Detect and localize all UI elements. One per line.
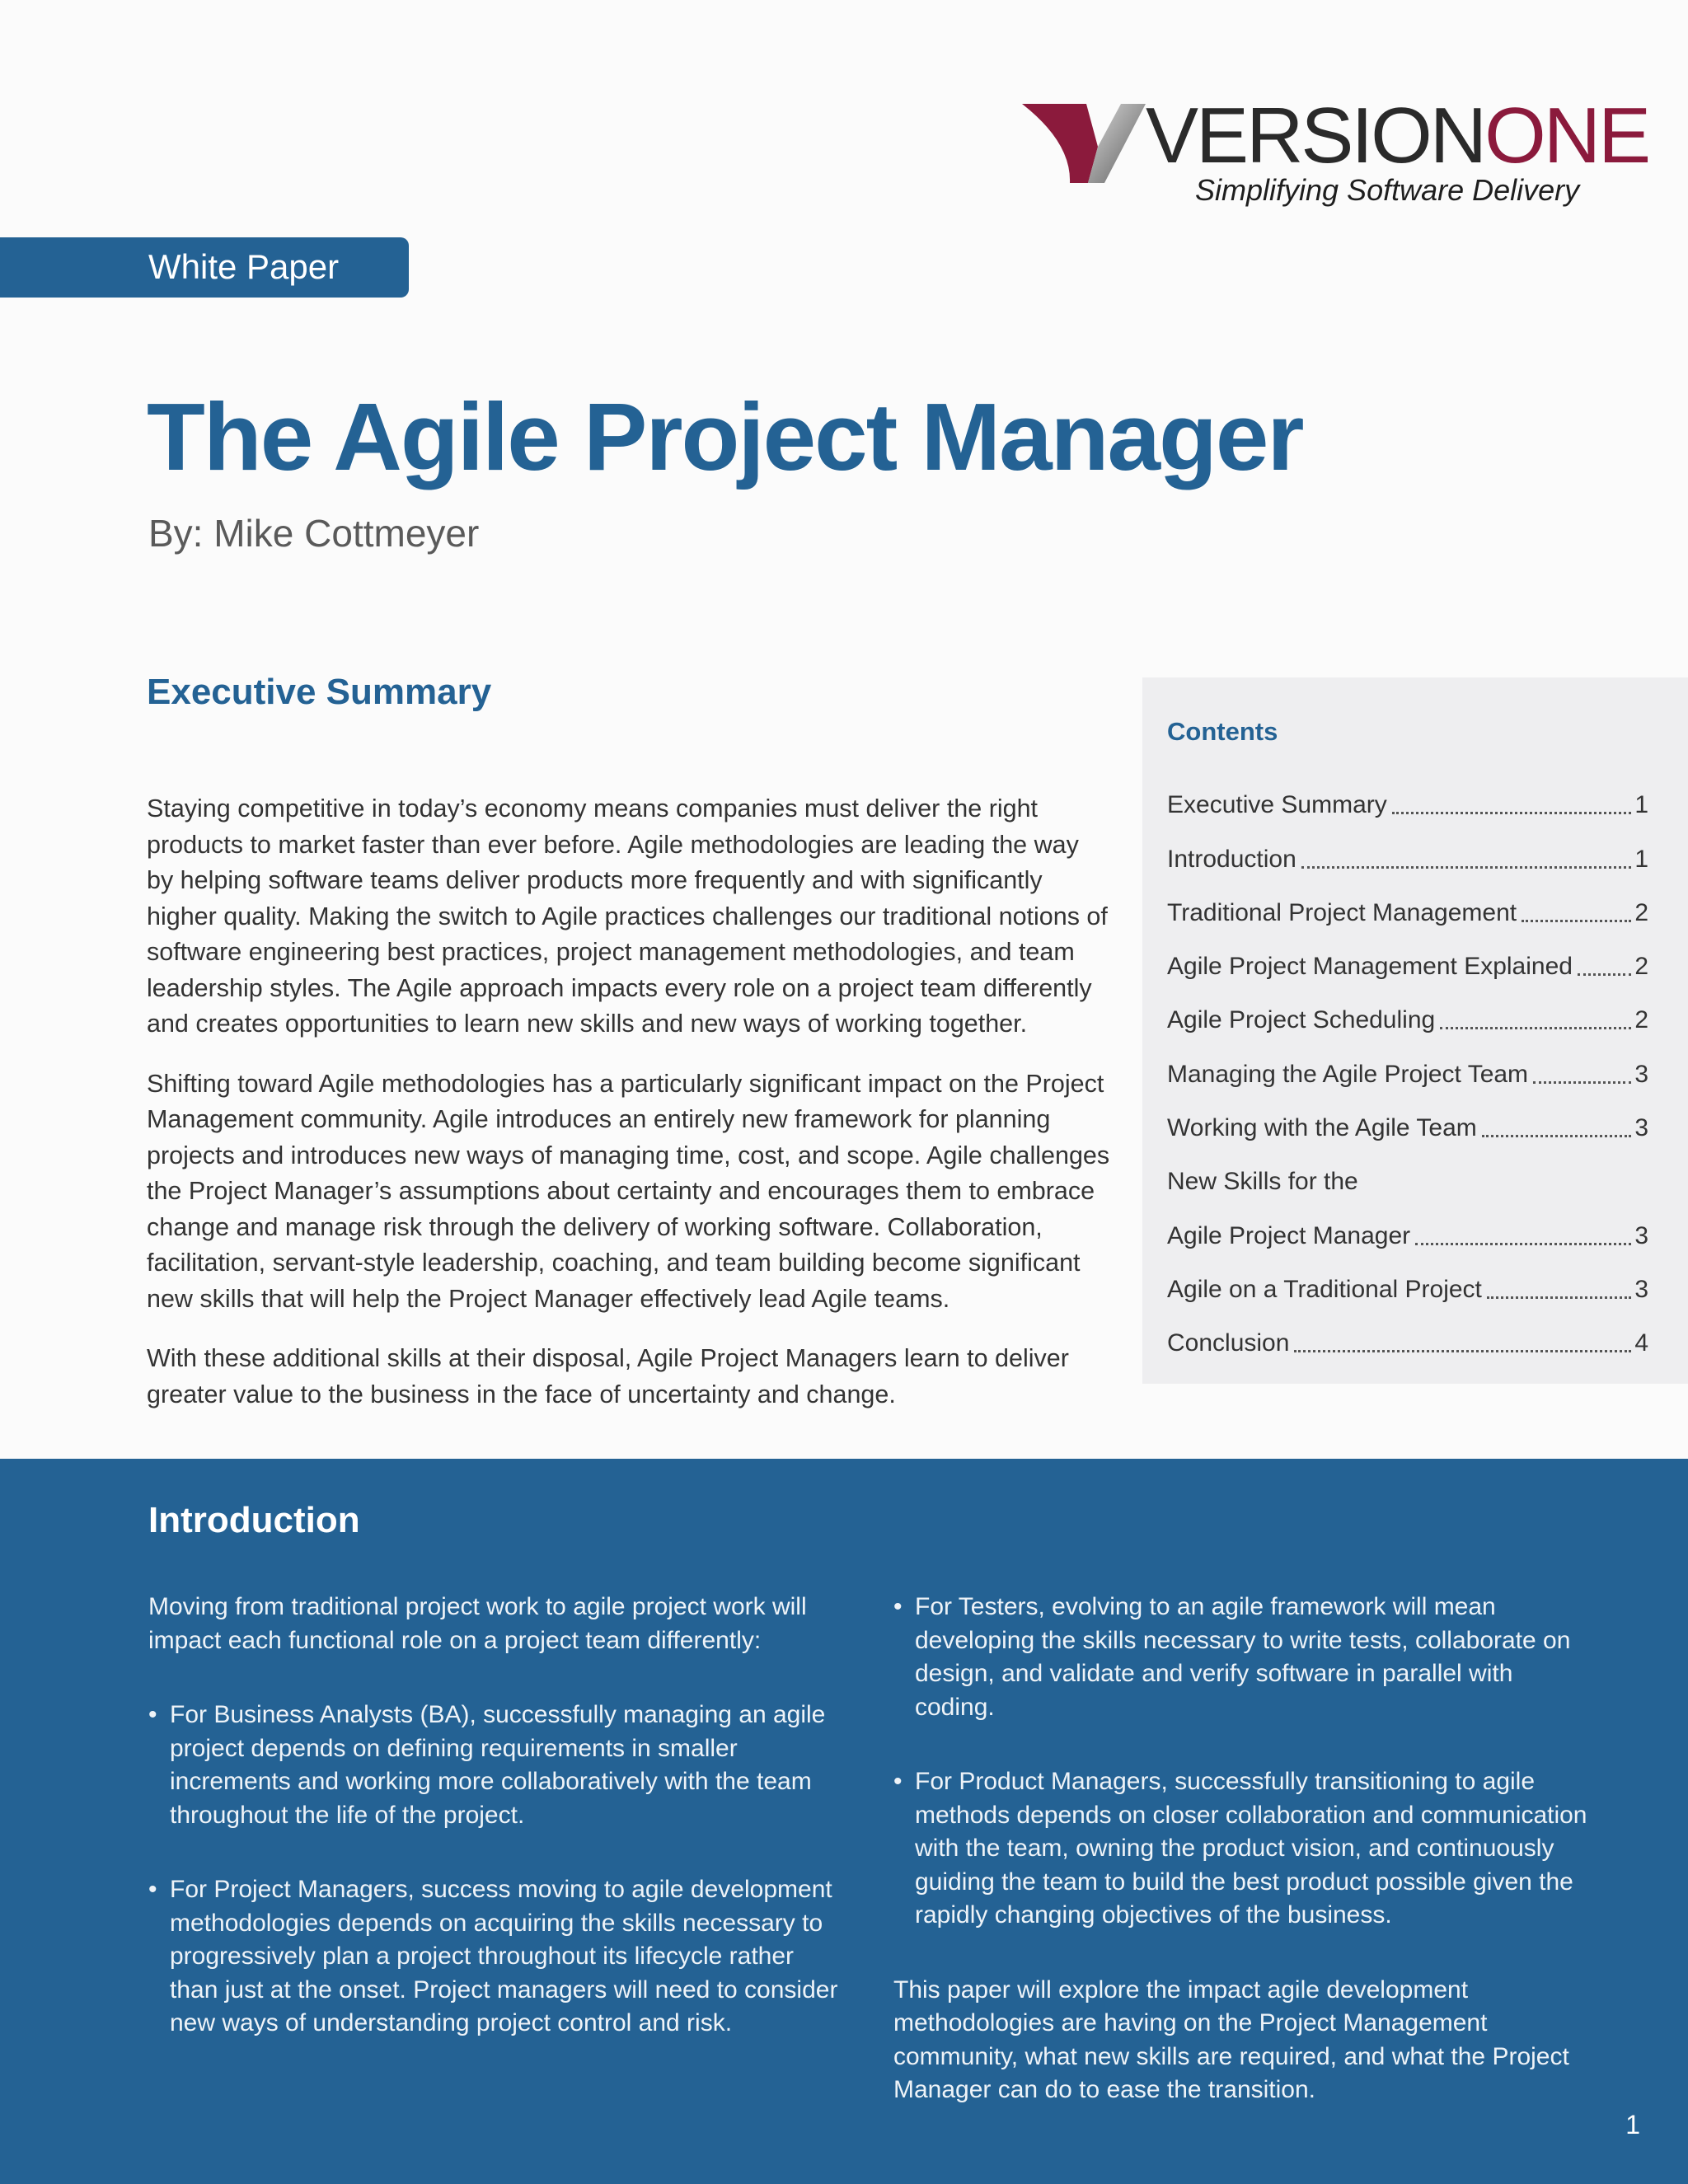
contents-item-label: Traditional Project Management — [1167, 898, 1517, 926]
contents-item[interactable] — [1167, 768, 1648, 822]
bullet-dot: • — [893, 1593, 903, 1620]
contents-leader-dots — [1392, 812, 1632, 814]
logo-tagline: Simplifying Software Delivery — [1195, 173, 1580, 207]
contents-item[interactable] — [1167, 1306, 1648, 1360]
introduction-section — [0, 1459, 1688, 2184]
contents-heading: Contents — [1167, 717, 1278, 746]
contents-item[interactable] — [1167, 876, 1648, 930]
contents-leader-dots — [1301, 866, 1632, 869]
contents-item-page: 1 — [1634, 845, 1648, 873]
contents-item-page: 3 — [1634, 1114, 1648, 1142]
executive-summary-heading: Executive Summary — [147, 672, 492, 712]
bullet-dot: • — [148, 1876, 157, 1903]
executive-summary-paragraph: With these additional skills at their disposal, Agile Project Managers learn to deliver greater value to the business in the face of uncertainty and change. — [147, 1344, 1069, 1408]
versionone-v-logo-icon — [1022, 97, 1154, 188]
contents-item-page: 2 — [1634, 898, 1648, 926]
versionone-logo — [1022, 91, 1649, 214]
contents-item[interactable] — [1167, 1091, 1648, 1145]
introduction-heading: Introduction — [148, 1500, 360, 1540]
contents-item[interactable] — [1167, 1145, 1648, 1198]
contents-item-label: Managing the Agile Project Team — [1167, 1060, 1529, 1088]
contents-leader-dots — [1294, 1350, 1631, 1352]
bullet-item — [148, 1873, 841, 2041]
contents-item-page: 1 — [1634, 791, 1648, 819]
contents-item-page: 3 — [1634, 1060, 1648, 1088]
contents-item-page: 4 — [1634, 1329, 1648, 1357]
executive-summary-paragraph: Staying competitive in today’s economy means companies must deliver the right products to market faster than ever before. Agile methodologies are leading the way by helping software teams deliver products more frequently and with significantly higher quality. Making the switch to Agile practices challenges our traditional notions of software engineering best practices, project management methodologies, and team leadership styles. The Agile approach impacts every role on a project team differently and creates opportunities to learn new skills and new ways of working together. — [147, 794, 1108, 1038]
contents-leader-dots — [1440, 1027, 1631, 1029]
contents-item-label: Executive Summary — [1167, 791, 1387, 819]
bullet-item — [148, 1699, 841, 1832]
contents-leader-dots — [1522, 920, 1631, 922]
contents-leader-dots — [1487, 1296, 1631, 1299]
contents-item[interactable] — [1167, 930, 1648, 983]
contents-item-label: Agile on a Traditional Project — [1167, 1275, 1482, 1303]
contents-item-label: Agile Project Management Explained — [1167, 953, 1573, 981]
bullet-item — [893, 1591, 1594, 1724]
white-paper-label — [0, 237, 409, 298]
contents-item-label: Introduction — [1167, 845, 1296, 873]
logo-word-one: ONE — [1484, 91, 1649, 180]
executive-summary-paragraph: Shifting toward Agile methodologies has a particularly significant impact on the Project Management community. Agile introduces an entirely new framework for planning projects and introduces new ways of managing time, cost, and scope. Agile challenges the Project Manager’s assumptions about certainty and encourages them to embrace change and manage risk through the delivery of working software. Collaboration, facilitation, servant-style leadership, coaching, and team building become significant new skills that will help the Project Manager effectively lead Agile teams. — [147, 1069, 1110, 1313]
contents-leader-dots — [1482, 1135, 1632, 1137]
contents-item-page: 2 — [1634, 953, 1648, 981]
contents-item-label: Agile Project Scheduling — [1167, 1006, 1436, 1034]
contents-leader-dots — [1533, 1081, 1631, 1084]
document-title: The Agile Project Manager — [147, 383, 1303, 490]
bullet-dot: • — [893, 1768, 903, 1795]
white-paper-label-text: White Paper — [148, 247, 340, 286]
bullet-text: For Project Managers, success moving to agile development methodologies depends on acquiring the skills necessary to progressively plan a project throughout its lifecycle rather than just at the onset. Project managers will need to consider new ways of understanding project control and risk. — [170, 1876, 838, 2036]
executive-summary-body — [147, 791, 1111, 1436]
bullet-text: For Testers, evolving to an agile framework will mean developing the skills necessary to write tests, collaborate on design, and validate and verify software in parallel with coding. — [915, 1593, 1571, 1721]
bullet-dot: • — [148, 1701, 157, 1728]
contents-item-label: Conclusion — [1167, 1329, 1290, 1357]
contents-item[interactable] — [1167, 822, 1648, 875]
author-byline: By: Mike Cottmeyer — [148, 512, 480, 555]
contents-item[interactable] — [1167, 1037, 1648, 1090]
contents-leader-dots — [1415, 1243, 1631, 1245]
logo-wordmark — [1146, 91, 1648, 181]
contents-item[interactable] — [1167, 983, 1648, 1037]
contents-item-label: Agile Project Manager — [1167, 1221, 1411, 1249]
page-number: 1 — [1625, 2110, 1640, 2139]
bullet-item — [893, 1765, 1594, 1933]
contents-item-page: 2 — [1634, 1006, 1648, 1034]
introduction-right-column — [893, 1591, 1594, 2149]
bullet-text: For Product Managers, successfully transitioning to agile methods depends on closer collaboration and communication with the team, owning the product vision, and continuously guiding the team to build the best product possible given the rapidly changing objectives of the business. — [915, 1768, 1587, 1929]
contents-item-label: New Skills for the — [1167, 1168, 1358, 1196]
contents-item[interactable] — [1167, 1253, 1648, 1306]
contents-item-page: 3 — [1634, 1275, 1648, 1303]
bullet-text: For Business Analysts (BA), successfully managing an agile project depends on defining requirements in smaller increments and working more collaboratively with the team throughout the life of the project. — [170, 1701, 826, 1829]
contents-list — [1167, 768, 1648, 1360]
introduction-closing: This paper will explore the impact agile development methodologies are having on the Project Management community, what new skills are required, and what the Project Manager can do to ease the transition. — [893, 1975, 1569, 2103]
contents-leader-dots — [1578, 973, 1631, 976]
contents-item-page: 3 — [1634, 1221, 1648, 1249]
introduction-left-column — [148, 1591, 841, 2082]
logo-word-version: VERSION — [1146, 91, 1485, 180]
contents-item[interactable] — [1167, 1198, 1648, 1252]
introduction-lead: Moving from traditional project work to agile project work will impact each functional role on a project team differently: — [148, 1593, 807, 1654]
contents-item-label: Working with the Agile Team — [1167, 1114, 1477, 1142]
contents-box — [1142, 677, 1688, 1384]
